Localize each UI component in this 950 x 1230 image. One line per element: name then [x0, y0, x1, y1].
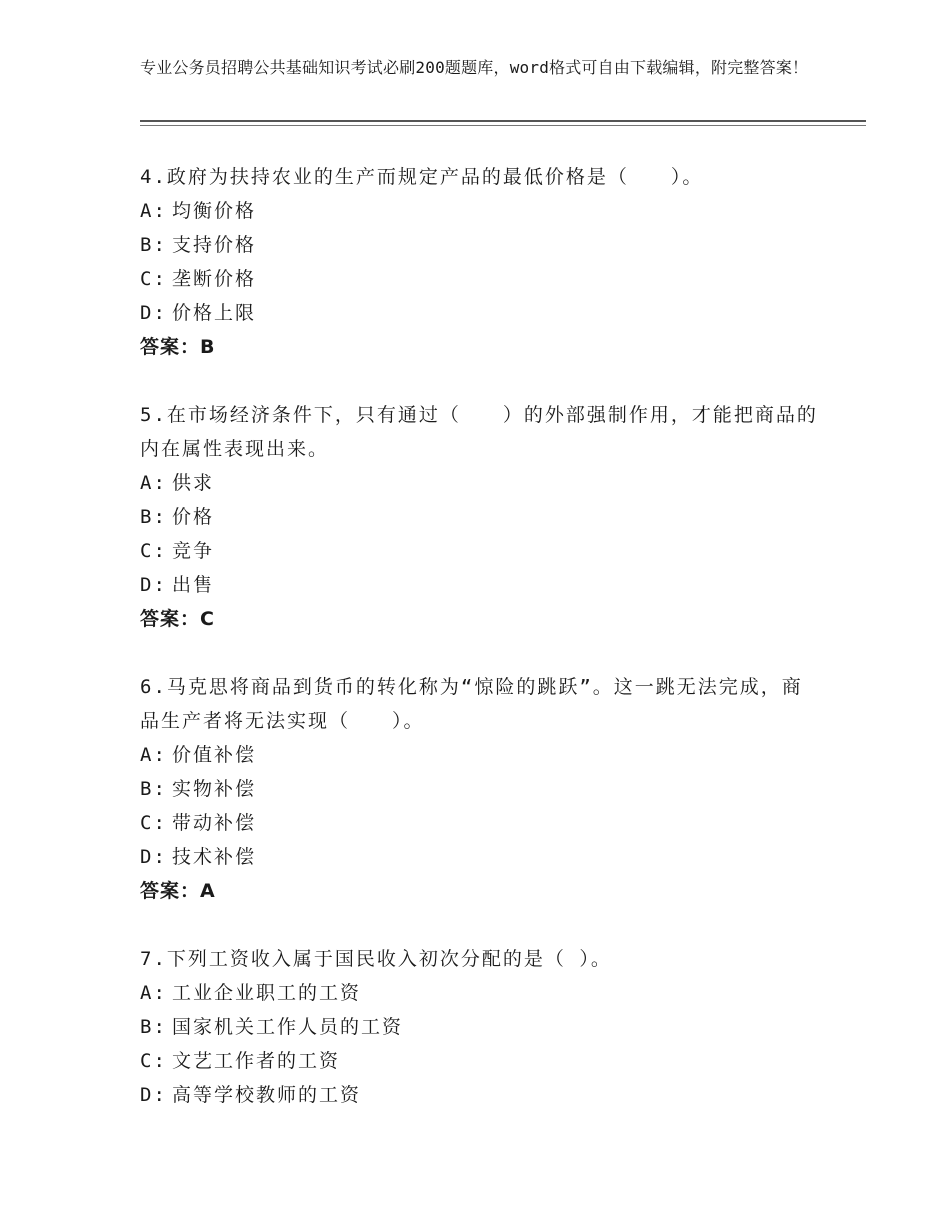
option-letter: B: [140, 506, 167, 528]
option-d [140, 296, 820, 330]
question-stem: 4.政府为扶持农业的生产而规定产品的最低价格是（ ）。 [140, 166, 704, 188]
option-text: 供求 [172, 472, 215, 494]
option-letter: A: [140, 472, 167, 494]
option-text: 文艺工作者的工资 [172, 1050, 341, 1072]
option-letter: A: [140, 200, 167, 222]
header-rule-thick [140, 120, 866, 122]
option-letter: B: [140, 1016, 167, 1038]
option-text: 价值补偿 [172, 744, 257, 766]
option-a [140, 738, 820, 772]
option-b [140, 228, 820, 262]
option-letter: B: [140, 234, 167, 256]
answer-line: 答案：C [140, 608, 215, 630]
answer-line: 答案：B [140, 336, 216, 358]
option-d [140, 1078, 820, 1112]
option-letter: B: [140, 778, 167, 800]
option-letter: C: [140, 540, 167, 562]
document-header: 专业公务员招聘公共基础知识考试必刷200题题库，word格式可自由下载编辑，附完整答案！ [140, 58, 809, 77]
option-text: 带动补偿 [172, 812, 257, 834]
option-letter: D: [140, 846, 167, 868]
option-letter: D: [140, 574, 167, 596]
question-stem: 5.在市场经济条件下，只有通过（ ）的外部强制作用，才能把商品的内在属性表现出来。 [140, 404, 818, 460]
question-7 [140, 942, 820, 1112]
option-text: 竞争 [172, 540, 215, 562]
question-stem: 6.马克思将商品到货币的转化称为“惊险的跳跃”。这一跳无法完成，商品生产者将无法实现（ ）。 [140, 676, 803, 732]
option-letter: A: [140, 744, 167, 766]
option-c [140, 1044, 820, 1078]
option-text: 出售 [172, 574, 215, 596]
option-text: 高等学校教师的工资 [172, 1084, 362, 1106]
option-c [140, 806, 820, 840]
option-text: 技术补偿 [172, 846, 257, 868]
answer-line: 答案：A [140, 880, 216, 902]
option-text: 国家机关工作人员的工资 [172, 1016, 404, 1038]
option-d [140, 568, 820, 602]
option-text: 价格上限 [172, 302, 257, 324]
question-4 [140, 160, 820, 364]
question-list [140, 160, 820, 1146]
question-stem: 7.下列工资收入属于国民收入初次分配的是（ ）。 [140, 948, 612, 970]
option-text: 工业企业职工的工资 [172, 982, 362, 1004]
option-text: 实物补偿 [172, 778, 257, 800]
option-letter: C: [140, 1050, 167, 1072]
option-letter: A: [140, 982, 167, 1004]
question-6 [140, 670, 820, 908]
option-letter: D: [140, 302, 167, 324]
option-text: 垄断价格 [172, 268, 257, 290]
option-text: 价格 [172, 506, 215, 528]
option-b [140, 500, 820, 534]
option-a [140, 194, 820, 228]
option-text: 支持价格 [172, 234, 257, 256]
option-a [140, 976, 820, 1010]
header-rule-thin [140, 125, 866, 126]
option-c [140, 534, 820, 568]
option-a [140, 466, 820, 500]
option-letter: C: [140, 268, 167, 290]
option-letter: D: [140, 1084, 167, 1106]
option-b [140, 1010, 820, 1044]
option-d [140, 840, 820, 874]
option-letter: C: [140, 812, 167, 834]
question-5 [140, 398, 820, 636]
option-text: 均衡价格 [172, 200, 257, 222]
option-b [140, 772, 820, 806]
option-c [140, 262, 820, 296]
